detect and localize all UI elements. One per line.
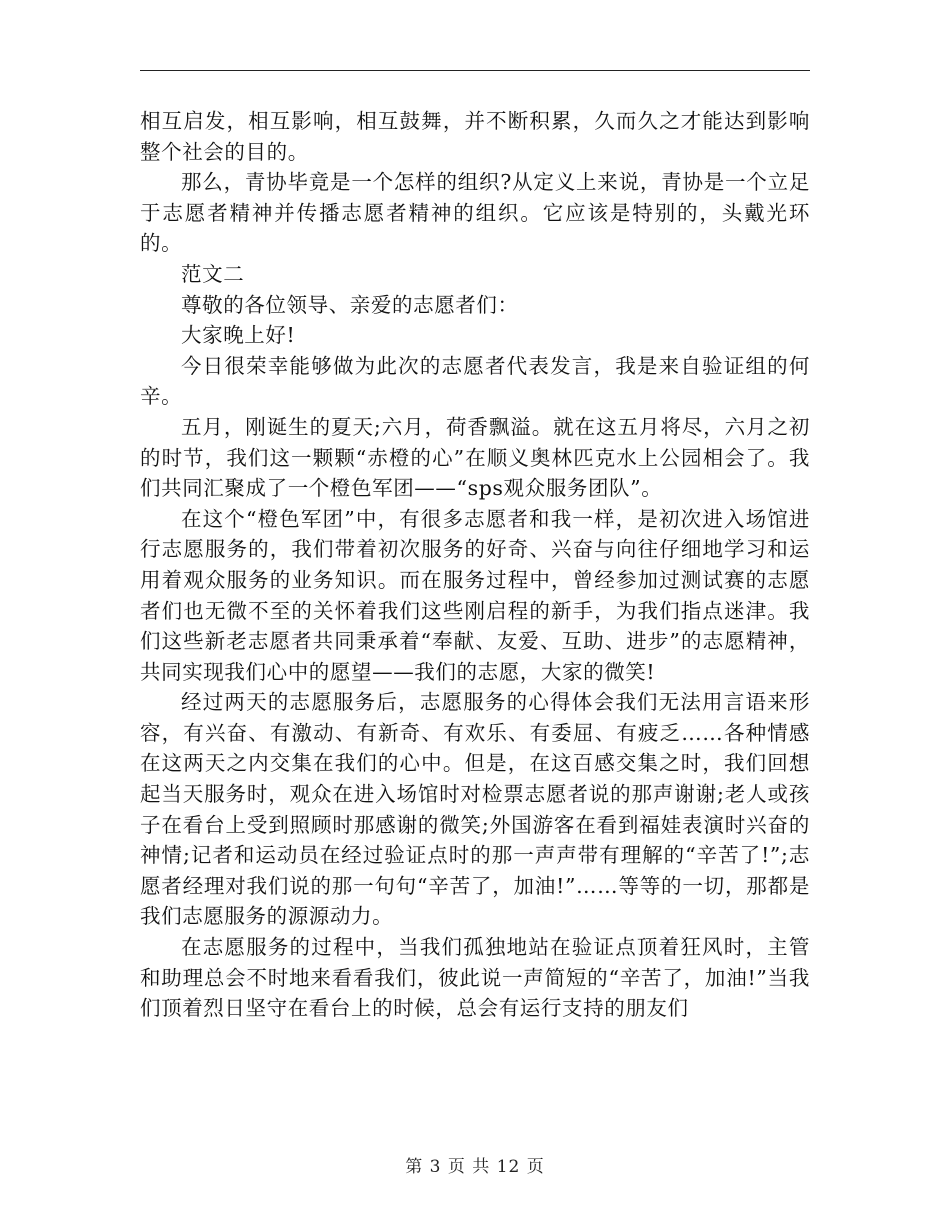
document-body [140, 106, 810, 1024]
greeting: 大家晚上好! [181, 323, 296, 348]
paragraph-1: 相互启发，相互影响，相互鼓舞，并不断积累，久而久之才能达到影响整个社会的目的。 [140, 109, 810, 164]
paragraph-two-days: 经过两天的志愿服务后，志愿服务的心得体会我们无法用言语来形容，有兴奋、有激动、有新奇、有欢乐、有委屈、有疲乏……各种情感在这两天之内交集在我们的心中。但是，在这百感交集之时，我们回想起当天服务时，观众在进入场馆时对检票志愿者说的那声谢谢;老人或孩子在看台上受到照顾时那感谢的微笑;外国游客在看到福娃表演时兴奋的神情;记者和运动员在经过验证点时的那一声声带有理解的“辛苦了!”;志愿者经理对我们说的那一句句“辛苦了，加油!”……等等的一切，那都是我们志愿服务的源源动力。 [140, 690, 810, 929]
page-number-footer: 第 3 页 共 12 页 [405, 1157, 545, 1177]
paragraph-may-june: 五月，刚诞生的夏天;六月，荷香飘溢。就在这五月将尽，六月之初的时节，我们这一颗颗“赤橙的心”在顺义奥林匹克水上公园相会了。我们共同汇聚成了一个橙色军团——“sps观众服务团队”。 [140, 414, 810, 501]
section-heading: 范文二 [181, 261, 245, 286]
paragraph-service-process: 在志愿服务的过程中，当我们孤独地站在验证点顶着狂风时，主管和助理总会不时地来看看我们，彼此说一声简短的“辛苦了，加油!”当我们顶着烈日坚守在看台上的时候，总会有运行支持的朋友们 [140, 935, 810, 1021]
paragraph-2: 那么，青协毕竟是一个怎样的组织?从定义上来说，青协是一个立足于志愿者精神并传播志愿者精神的组织。它应该是特别的，头戴光环的。 [140, 170, 810, 256]
paragraph-orange-legion: 在这个“橙色军团”中，有很多志愿者和我一样，是初次进入场馆进行志愿服务的，我们带着初次服务的好奇、兴奋与向往仔细地学习和运用着观众服务的业务知识。而在服务过程中，曾经参加过测试赛的志愿者们也无微不至的关怀着我们这些刚启程的新手，为我们指点迷津。我们这些新老志愿者共同秉承着“奉献、友爱、互助、进步”的志愿精神，共同实现我们心中的愿望——我们的志愿，大家的微笑! [140, 506, 810, 684]
paragraph-intro: 今日很荣幸能够做为此次的志愿者代表发言，我是来自验证组的何辛。 [140, 353, 810, 409]
header-rule [140, 70, 810, 71]
salutation: 尊敬的各位领导、亲爱的志愿者们： [181, 292, 519, 317]
